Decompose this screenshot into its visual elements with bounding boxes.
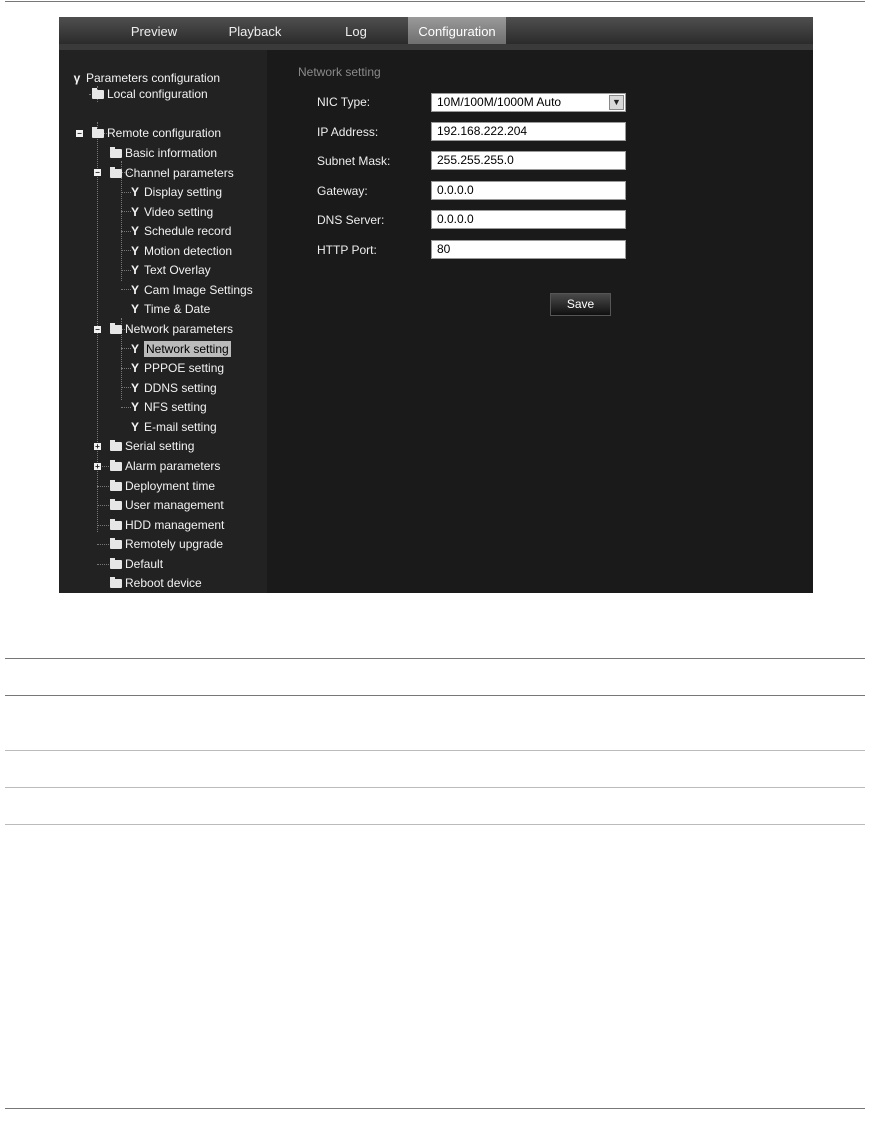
tree-item-network-setting[interactable] xyxy=(129,341,231,357)
wrench-icon: Y xyxy=(130,400,139,414)
subnet-mask-label: Subnet Mask: xyxy=(317,154,391,168)
folder-icon xyxy=(110,478,122,494)
wrench-icon: Y xyxy=(130,185,139,199)
folder-icon xyxy=(110,517,122,533)
tree-label: Text Overlay xyxy=(144,263,211,277)
tree-item-hdd-management[interactable] xyxy=(110,517,224,533)
tree-item-deployment-time[interactable] xyxy=(110,478,215,494)
save-button[interactable]: Save xyxy=(550,293,611,316)
tree-label: Schedule record xyxy=(144,224,232,238)
tree-label: Serial setting xyxy=(125,439,195,453)
tree-label: Reboot device xyxy=(125,576,202,590)
gateway-label: Gateway: xyxy=(317,184,368,198)
minus-icon[interactable]: − xyxy=(77,129,82,138)
nic-type-value: 10M/100M/1000M Auto xyxy=(437,95,562,109)
wrench-icon: Y xyxy=(130,342,139,356)
wrench-icon: Y xyxy=(130,420,139,434)
tree-item-network-parameters[interactable] xyxy=(110,321,233,337)
tree-label: User management xyxy=(125,498,224,512)
tree-item-default[interactable] xyxy=(110,556,163,572)
tree-label: Video setting xyxy=(144,205,214,219)
tree-label: NFS setting xyxy=(144,400,207,414)
tree-item-ddns-setting[interactable] xyxy=(129,380,217,396)
tree-item-time-and-date[interactable] xyxy=(129,301,210,317)
tree-item-remote-configuration[interactable] xyxy=(92,125,221,141)
tree-item-nfs-setting[interactable] xyxy=(129,399,207,415)
tree-label: HDD management xyxy=(125,518,225,532)
folder-icon xyxy=(110,145,122,161)
dns-server-field[interactable]: 0.0.0.0 xyxy=(431,210,626,229)
tree-item-cam-image-settings[interactable] xyxy=(129,282,253,298)
tree-label: E-mail setting xyxy=(144,420,217,434)
folder-icon xyxy=(110,497,122,513)
wrench-icon: Y xyxy=(130,381,139,395)
wrench-icon: Y xyxy=(130,361,139,375)
minus-icon[interactable]: − xyxy=(95,325,100,334)
wrench-icon: Y xyxy=(130,263,139,277)
page-top-rule xyxy=(5,1,865,2)
section-title: Network setting xyxy=(298,65,381,79)
dns-server-label: DNS Server: xyxy=(317,213,385,227)
wrench-icon: Y xyxy=(130,224,139,238)
wrench-icon: Y xyxy=(130,283,139,297)
subnet-mask-field[interactable]: 255.255.255.0 xyxy=(431,151,626,170)
minus-icon[interactable]: − xyxy=(95,168,100,177)
folder-icon xyxy=(110,556,122,572)
parameters-tree xyxy=(59,50,267,593)
tree-label: PPPOE setting xyxy=(144,361,225,375)
tree-label: Local configuration xyxy=(107,87,208,101)
tree-item-video-setting[interactable] xyxy=(129,204,213,220)
table-rule xyxy=(5,695,865,696)
tree-item-pppoe-setting[interactable] xyxy=(129,360,224,376)
tree-label: DDNS setting xyxy=(144,381,217,395)
tree-label: Cam Image Settings xyxy=(144,283,253,297)
folder-icon xyxy=(110,165,122,181)
tree-item-remotely-upgrade[interactable] xyxy=(110,536,223,552)
config-icon: γ xyxy=(73,71,81,85)
tab-configuration[interactable]: Configuration xyxy=(408,17,506,44)
tree-item-basic-information[interactable] xyxy=(110,145,217,161)
table-rule xyxy=(5,750,865,751)
tree-item-user-management[interactable] xyxy=(110,497,224,513)
tree-label: Channel parameters xyxy=(125,166,234,180)
table-rule xyxy=(5,824,865,825)
tree-label: Default xyxy=(125,557,164,571)
tree-item-alarm-parameters[interactable] xyxy=(110,458,220,474)
tree-label: Remotely upgrade xyxy=(125,537,224,551)
tree-label: Deployment time xyxy=(125,479,216,493)
tree-label: Network parameters xyxy=(125,322,234,336)
folder-icon xyxy=(110,321,122,337)
table-rule xyxy=(5,787,865,788)
nic-type-select[interactable] xyxy=(431,93,626,112)
ip-address-label: IP Address: xyxy=(317,125,379,139)
tree-item-schedule-record[interactable] xyxy=(129,223,231,239)
tab-preview[interactable]: Preview xyxy=(130,24,178,39)
tree-item-serial-setting[interactable] xyxy=(110,438,194,454)
wrench-icon: Y xyxy=(130,205,139,219)
tree-item-channel-parameters[interactable] xyxy=(110,165,234,181)
tree-item-local-configuration[interactable] xyxy=(92,86,208,102)
http-port-field[interactable]: 80 xyxy=(431,240,626,259)
tree-item-display-setting[interactable] xyxy=(129,184,222,200)
http-port-label: HTTP Port: xyxy=(317,243,377,257)
tree-label: Alarm parameters xyxy=(125,459,221,473)
tree-label: Display setting xyxy=(144,185,223,199)
nic-type-label: NIC Type: xyxy=(317,95,371,109)
tree-item-text-overlay[interactable] xyxy=(129,262,211,278)
tab-log[interactable]: Log xyxy=(345,24,367,39)
wrench-icon: Y xyxy=(130,244,139,258)
tree-label: Remote configuration xyxy=(107,126,222,140)
plus-icon[interactable]: + xyxy=(95,442,100,451)
folder-icon xyxy=(110,575,122,591)
tab-playback[interactable]: Playback xyxy=(228,24,282,39)
tree-label: Parameters configuration xyxy=(86,71,221,85)
plus-icon[interactable]: + xyxy=(95,462,100,471)
config-window xyxy=(59,17,813,593)
table-rule xyxy=(5,1108,865,1109)
folder-icon xyxy=(110,536,122,552)
table-rule xyxy=(5,658,865,659)
tree-label: Network setting xyxy=(146,342,229,356)
tree-item-parameters-configuration[interactable] xyxy=(71,70,220,86)
folder-icon xyxy=(92,125,104,141)
folder-icon xyxy=(110,438,122,454)
gateway-field[interactable]: 0.0.0.0 xyxy=(431,181,626,200)
folder-icon xyxy=(92,86,104,102)
tree-label: Time & Date xyxy=(144,302,211,316)
folder-icon xyxy=(110,458,122,474)
chevron-down-icon[interactable]: ▼ xyxy=(609,95,624,110)
tree-item-email-setting[interactable] xyxy=(129,419,217,435)
tree-item-motion-detection[interactable] xyxy=(129,243,232,259)
main-tabbar xyxy=(59,17,813,44)
tree-label: Basic information xyxy=(125,146,218,160)
tree-item-reboot-device[interactable] xyxy=(110,575,202,591)
tree-label: Motion detection xyxy=(144,244,233,258)
ip-address-field[interactable]: 192.168.222.204 xyxy=(431,122,626,141)
wrench-icon: Y xyxy=(130,302,139,316)
